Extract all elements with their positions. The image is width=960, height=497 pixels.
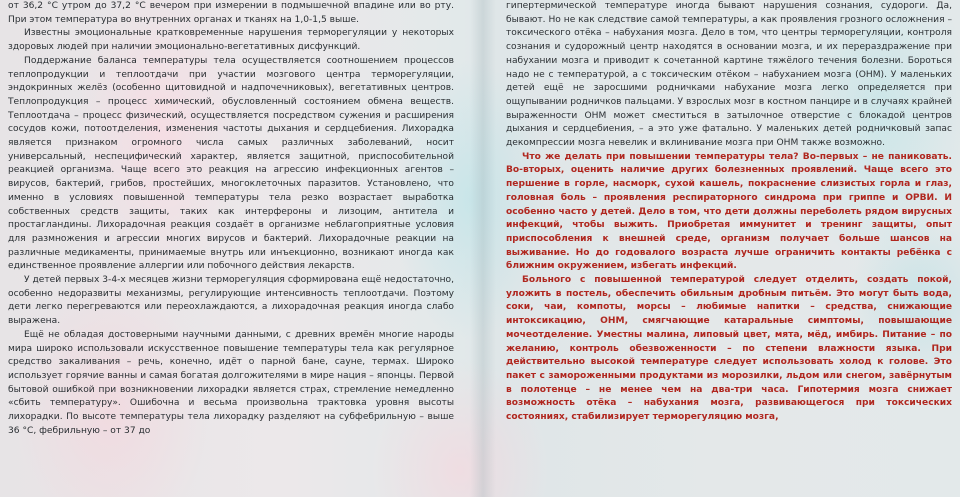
right-page-column <box>506 0 952 497</box>
left-paragraph: Ещё не обладая достоверными научными данными, с древних времён многие народы мира широко использовали искусственное повышение температуры тела как регулярное средство закаливания – речь, конечно, идёт о парной бане, сауне, термах. Широко использует горячие ванны и самая богатая долгожителями в мире нация – японцы. Первой бытовой ошибкой при возникновении лихорадки является страх, стремление немедленно «сбить температуру». Ошибочна и весьма произвольна трактовка уровня высоты лихорадки. По высоте температуры тела лихорадку разделяют на субфебрильную – выше 36 °С, фебрильную – от 37 до <box>8 329 454 436</box>
left-paragraph: Известны эмоциональные кратковременные нарушения терморегуляции у некоторых здоровых людей при наличии эмоционально-вегетативных дисфункций. <box>8 28 454 53</box>
page-gutter <box>470 0 496 497</box>
left-page-column <box>8 0 454 497</box>
right-paragraph-dark: гипертермической температуре иногда бывают нарушения сознания, судороги. Да, бывают. Но не как следствие самой температуры, а как проявления грозного осложнения – токсического отёка – набухания мозга. Дело в том, что центры терморегуляции, контроля сознания и судорожный центр находятся в основании мозга, и их перераздражение при набухании мозга и приводит к сочетанной картине тяжёлого течения болезни. Бороться надо не с температурой, а с токсическим отёком – набуханием мозга (ОНМ). У маленьких детей ещё не заросшими родничками набухание мозга легко определяется при ощупывании родничков пальцами. У взрослых мозг в костном панцире и в случаях крайней выраженности ОНМ может сместиться в затылочное отверстие с блокадой центров дыхания и сердцебиения, – а это уже фатально. У маленьких детей родничковый запас декомпрессии мозга невелик и вклинивание мозга при ОНМ также возможно. <box>506 1 952 149</box>
left-paragraph: У детей первых 3-4-х месяцев жизни терморегуляция сформирована ещё недостаточно, особенно недоразвиты механизмы, регулирующие интенсивность теплоотдачи. Поэтому дети легко перегреваются или переохлаждаются, а лихорадочная реакция иногда слабо выражена. <box>8 275 454 327</box>
right-paragraph-highlighted: Что же делать при повышении температуры тела? Во-первых – не паниковать. Во-вторых, оценить наличие других болезненных проявлений. Чаще всего это першение в горле, насморк, сухой кашель, покраснение слизистых горла и глаз, головная боль – проявления респираторного синдрома при гриппе и ОРВИ. И особенно часто у детей. Дело в том, что дети должны переболеть рядом вирусных инфекций, чтобы выжить. Приобретая иммунитет и тренинг защиты, опыт приспособления к внешней среде, организм получает больше шансов на выживание. Но до годовалого возраста лучше ограничить контакты ребёнка с ближним окружением, избегать инфекций. <box>506 151 952 272</box>
right-paragraph-highlighted: Больного с повышенной температурой следует отделить, создать покой, уложить в постель, обеспечить обильным дробным питьём. Это могут быть вода, соки, чаи, компоты, морсы – любимые напитки – средства, снижающие интоксикацию, ОНМ, смягчающие катаральные симптомы, повышающие мочеотделение. Уместны малина, липовый цвет, мята, мёд, имбирь. Питание – по желанию, контроль обезвоженности – по степени влажности языка. При действительно высокой температуре следует использовать холод к голове. Это пакет с замороженными продуктами из морозилки, льдом или снегом, завёрнутым в полотенце – не менее чем на два-три часа. Гипотермия мозга снижает возможность отёка – набухания мозга, развивающегося при токсических состояниях, стабилизирует терморегуляцию мозга, <box>506 275 952 423</box>
left-paragraph: от 36,2 °С утром до 37,2 °С вечером при измерении в подмышечной впадине или во рту. При этом температура во внутренних органах и тканях на 1,0-1,5 выше. <box>8 1 454 25</box>
left-paragraph: Поддержание баланса температуры тела осуществляется соотношением процессов теплопродукции и теплоотдачи при участии мозгового центра терморегуляции, эндокринных желёз (особенно щитовидной и надпочечниковых), вегетативных центров. Теплопродукция – процесс химический, обусловленный состоянием обмена веществ. Теплоотдача – процесс физический, осуществляется посредством сужения и расширения сосудов кожи, потоотделения, изменения частоты дыхания и сердцебиения. Лихорадка является признаком огромного числа самых различных заболеваний, носит универсальный, неспецифический характер, является защитной, приспособительной реакцией организма. Чаще всего это реакция на агрессию инфекционных агентов – вирусов, бактерий, грибов, простейших, многоклеточных паразитов. Установлено, что именно в условиях повышенной температуры тела резко возрастает выработка собственных средств защиты, таких как интерфероны и лизоцим, антитела и простагландины. Лихорадочная реакция создаёт в организме неблагоприятные условия для размножения и агрессии многих вирусов и бактерий. Лихорадочные реакции на различные медикаменты, принимаемые внутрь или инъекционно, возникают иногда как единственное проявление аллергии или побочного действия лекарств. <box>8 55 454 272</box>
